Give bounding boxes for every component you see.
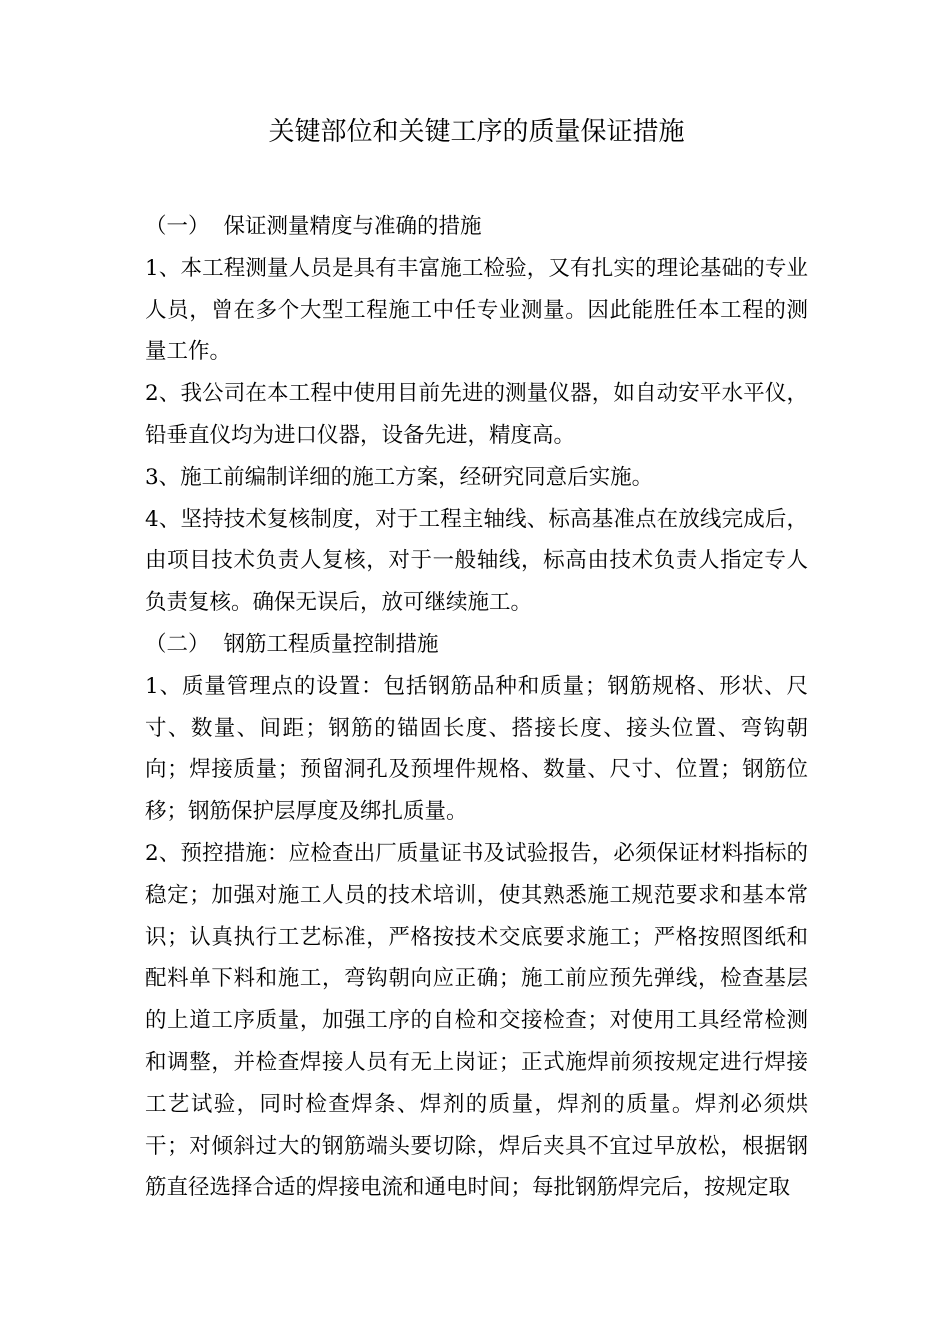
section-number: （一） bbox=[145, 214, 210, 239]
document-title: 关键部位和关键工序的质量保证措施 bbox=[268, 117, 685, 147]
paragraph: 1、本工程测量人员是具有丰富施工检验，又有扎实的理论基础的专业人员，曾在多个大型工程施工中任专业测量。因此能胜任本工程的测量工作。 bbox=[145, 255, 808, 365]
paragraph: 3、施工前编制详细的施工方案，经研究同意后实施。 bbox=[145, 464, 654, 490]
section-heading-2 bbox=[145, 624, 808, 666]
paragraph: 2、我公司在本工程中使用目前先进的测量仪器，如自动安平水平仪，铅垂直仪均为进口仪器，设备先进，精度高。 bbox=[145, 381, 808, 448]
section-heading-text: 钢筋工程质量控制措施 bbox=[223, 631, 439, 657]
paragraph: 4、坚持技术复核制度，对于工程主轴线、标高基准点在放线完成后，由项目技术负责人复核，对于一般轴线，标高由技术负责人指定专人负责复核。确保无误后，放可继续施工。 bbox=[145, 506, 808, 616]
document-body bbox=[145, 206, 808, 1209]
section-number: （二） bbox=[145, 631, 210, 657]
section-heading-1 bbox=[145, 206, 808, 248]
paragraph: 1、质量管理点的设置：包括钢筋品种和质量；钢筋规格、形状、尺寸、数量、间距；钢筋的锚固长度、搭接长度、接头位置、弯钩朝向；焊接质量；预留洞孔及预埋件规格、数量、尺寸、位置；钢筋位移；钢筋保护层厚度及绑扎质量。 bbox=[145, 673, 808, 825]
section-heading-text: 保证测量精度与准确的措施 bbox=[223, 214, 482, 239]
paragraph: 2、预控措施：应检查出厂质量证书及试验报告，必须保证材料指标的稳定；加强对施工人员的技术培训，使其熟悉施工规范要求和基本常识；认真执行工艺标准，严格按技术交底要求施工；严格按照图纸和配料单下料和施工，弯钩朝向应正确；施工前应预先弹线，检查基层的上道工序质量，加强工序的自检和交接检查；对使用工具经常检测和调整，并检查焊接人员有无上岗证；正式施焊前须按规定进行焊接工艺试验，同时检查焊条、焊剂的质量，焊剂的质量。焊剂必须烘干；对倾斜过大的钢筋端头要切除，焊后夹具不宜过早放松，根据钢筋直径选择合适的焊接电流和通电时间；每批钢筋焊完后，按规定取 bbox=[145, 840, 808, 1201]
